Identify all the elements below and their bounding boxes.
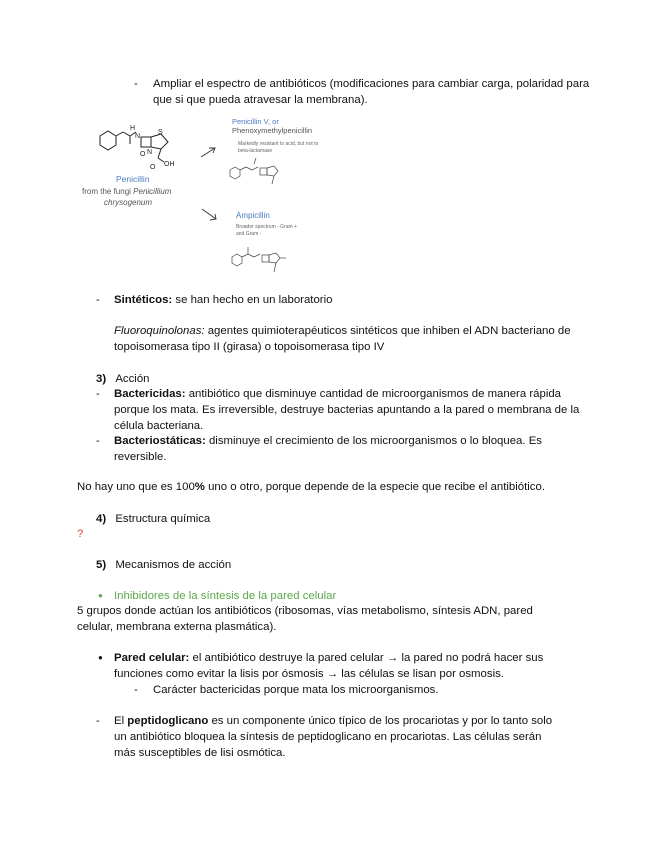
bullet-marker: - [96, 294, 100, 306]
bacteriostaticas-desc: disminuye el crecimiento de los microorganismos o lo bloquea. Es reversible. [114, 435, 542, 463]
bullet-dot: ● [98, 591, 103, 600]
bacteriostaticas-text [114, 433, 586, 465]
caption-genus: Penicillium [133, 187, 172, 196]
penicillin-label: Penicillin [116, 174, 150, 184]
penicillin-figure [78, 112, 338, 278]
fluoroquinolonas-paragraph [114, 323, 588, 355]
atom-o-2: O [150, 164, 156, 171]
pared-celular-desc: el antibiótico destruye la pared celular → la pared no podrá hacer sus funciones como evitar la lisis por ósmosis → las células se lisan por osmosis. [114, 652, 544, 680]
section-3-number: 3) [96, 373, 107, 385]
top-compound-line2: Phenoxymethylpenicillin [232, 126, 313, 135]
note-paragraph [77, 479, 597, 495]
bullet-marker: - [96, 388, 100, 400]
atom-s: S [158, 129, 163, 136]
intro-bullet-text: Ampliar el espectro de antibióticos (modificaciones para cambiar carga, polaridad para que si que pueda atravesar la membrana). [153, 78, 590, 106]
pared-celular-item [96, 650, 586, 682]
bullet-marker: - [134, 684, 138, 696]
note-bold: % [194, 481, 205, 493]
bullet-marker: - [96, 435, 100, 447]
question-mark: ? [77, 528, 84, 540]
peptidoglicano-before: El [114, 715, 128, 727]
sinteticos-text [114, 292, 596, 308]
bottom-compound-note-1: Broader spectrum - Gram + [236, 224, 297, 230]
green-bullet [96, 588, 596, 604]
caption-species: chrysogenum [104, 198, 153, 207]
top-compound-note-1: Markedly resistant to acid, but not to [238, 141, 319, 147]
bacteriostaticas-item [96, 433, 586, 465]
note-after: uno o otro, porque depende de la especie que recibe el antibiótico. [204, 481, 546, 493]
section-3-title: Acción [115, 373, 150, 385]
atom-n: N [135, 133, 141, 140]
bottom-compound-note-2: and Gram - [236, 231, 262, 237]
section-3-heading [96, 371, 150, 387]
green-bullet-text: Inhibidores de la síntesis de la pared celular [114, 590, 337, 602]
groups-paragraph: 5 grupos donde actúan los antibióticos (ribosomas, vías metabolismo, síntesis ADN, pared celular, membrana externa plasmática). [77, 605, 533, 633]
bactericidas-text [114, 386, 586, 434]
bullet-marker: - [134, 78, 138, 90]
note-before: No hay uno que es 100 [77, 481, 195, 493]
bacteriostaticas-label: Bacteriostáticas: [114, 435, 206, 447]
pared-sub-item [134, 682, 594, 698]
top-compound-note-2: beta-lactamase [238, 148, 273, 154]
section-4-title: Estructura química [115, 513, 211, 525]
section-4-heading [96, 511, 210, 527]
sinteticos-item [96, 292, 596, 308]
section-5-heading [96, 557, 231, 573]
bottom-compound: Ampicillin [236, 211, 270, 220]
peptidoglicano-item [96, 713, 558, 761]
fluoroquinolonas-term: Fluoroquinolonas: [114, 325, 205, 337]
peptidoglicano-term: peptidoglicano [127, 715, 209, 727]
section-5-title: Mecanismos de acción [115, 559, 232, 571]
atom-n-2: N [147, 149, 153, 156]
peptidoglicano-text [114, 713, 558, 761]
bactericidas-item [96, 386, 586, 434]
intro-bullet [134, 76, 604, 108]
bullet-marker: - [96, 715, 100, 727]
section-4-number: 4) [96, 513, 107, 525]
bactericidas-label: Bactericidas: [114, 388, 186, 400]
atom-o: O [140, 151, 146, 158]
sinteticos-desc: se han hecho en un laboratorio [172, 294, 333, 306]
fluoroquinolonas-text: agentes quimioterapéuticos sintéticos que inhiben el ADN bacteriano de topoisomerasa tipo II (girasa) o topoisomerasa tipo IV [114, 325, 571, 353]
pared-celular-label: Pared celular: [114, 652, 190, 664]
atom-oh: OH [164, 161, 175, 168]
caption-from: from the fungi [82, 187, 131, 196]
bullet-dot: ● [98, 653, 103, 662]
section-5-number: 5) [96, 559, 107, 571]
bactericidas-desc: antibiótico que disminuye cantidad de microorganismos de manera rápida porque los mata. Es irreversible, destruye bacterias apuntando a la pared o membrana de la célula bacteriana. [114, 388, 580, 432]
pared-sub-text: Carácter bactericidas porque mata los microorganismos. [153, 684, 439, 696]
penicillin-caption-1 [82, 187, 172, 196]
atom-h: H [130, 125, 136, 132]
sinteticos-label: Sintéticos: [114, 294, 173, 306]
top-compound-line1: Penicillin V, or [232, 117, 279, 126]
peptidoglicano-after: es un componente único típico de los procariotas y por lo tanto solo un antibiótico bloquea la síntesis de peptidoglicano en procariotas. Las células serán más susceptibles de lisi osmótica. [114, 715, 553, 759]
pared-celular-text [114, 650, 586, 682]
